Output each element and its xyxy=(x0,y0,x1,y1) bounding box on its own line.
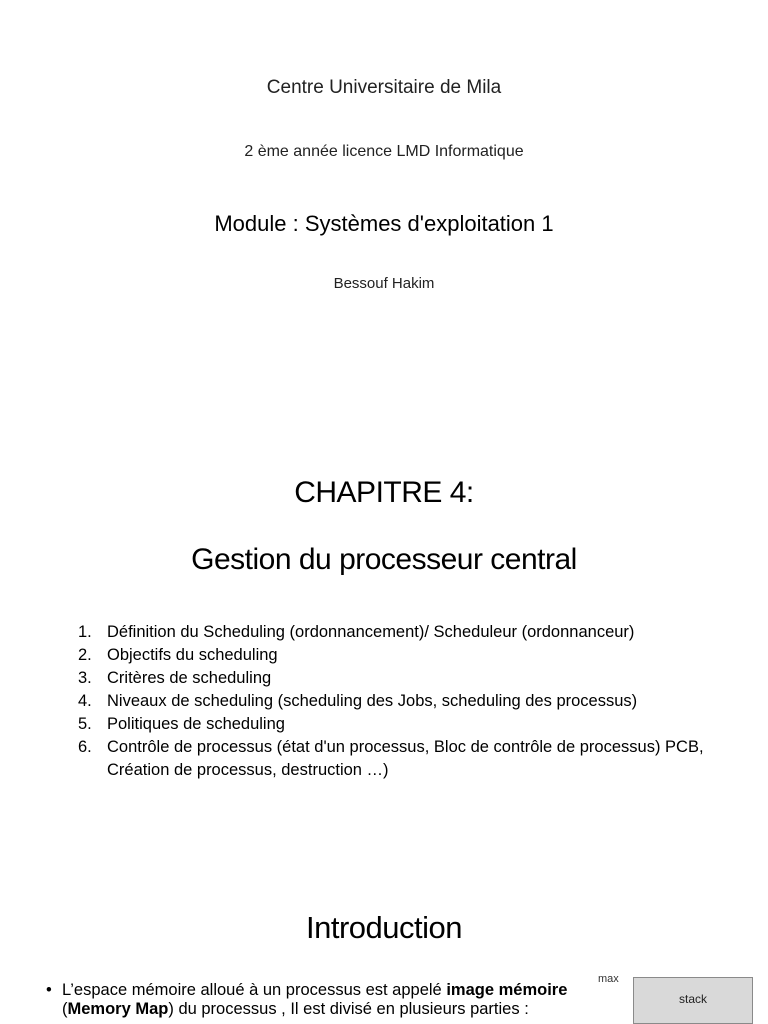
intro-text-part: ( xyxy=(62,1000,68,1018)
toc-item-number: 4. xyxy=(78,692,92,710)
intro-text-part: ) du processus , Il est divisé en plusieurs parties : xyxy=(168,1000,529,1018)
intro-bold-term: Memory Map xyxy=(67,1000,169,1018)
toc-item-text: Définition du Scheduling (ordonnancement)/ Scheduleur (ordonnanceur) xyxy=(107,623,635,641)
toc-item-text: Critères de scheduling xyxy=(107,669,272,687)
toc-item-text: Contrôle de processus (état d'un processus, Bloc de contrôle de processus) PCB, Création de processus, destruction …) xyxy=(107,738,704,779)
module-title: Module : Systèmes d'exploitation 1 xyxy=(214,211,554,236)
intro-bullet xyxy=(46,981,606,1019)
toc-item-number: 1. xyxy=(78,623,92,641)
toc-item-number: 3. xyxy=(78,669,92,687)
toc-item xyxy=(78,667,738,690)
toc-item xyxy=(78,736,738,782)
memory-max-label: max xyxy=(598,973,619,985)
bullet-icon: • xyxy=(46,981,52,999)
author-name: Bessouf Hakim xyxy=(333,275,435,292)
toc-item xyxy=(78,644,738,667)
toc-item xyxy=(78,690,738,713)
toc-item-text: Objectifs du scheduling xyxy=(107,646,278,664)
toc-item-text: Niveaux de scheduling (scheduling des Jobs, scheduling des processus) xyxy=(107,692,638,710)
institution-name: Centre Universitaire de Mila xyxy=(266,77,502,98)
toc-item xyxy=(78,621,738,644)
intro-bullet-text xyxy=(62,981,606,1019)
toc-item-number: 2. xyxy=(78,646,92,664)
stack-label: stack xyxy=(678,992,707,1006)
table-of-contents xyxy=(78,621,738,782)
toc-item-number: 6. xyxy=(78,738,92,756)
intro-text-part: L’espace mémoire alloué à un processus est appelé xyxy=(62,981,447,999)
intro-bold-term: image mémoire xyxy=(446,981,568,999)
chapter-title: Gestion du processeur central xyxy=(191,543,577,576)
section-title: Introduction xyxy=(306,910,462,945)
memory-stack-segment xyxy=(633,977,753,1024)
toc-item-number: 5. xyxy=(78,715,92,733)
chapter-label: CHAPITRE 4: xyxy=(294,476,474,509)
study-year: 2 ème année licence LMD Informatique xyxy=(244,143,524,160)
toc-item xyxy=(78,713,738,736)
toc-item-text: Politiques de scheduling xyxy=(107,715,285,733)
